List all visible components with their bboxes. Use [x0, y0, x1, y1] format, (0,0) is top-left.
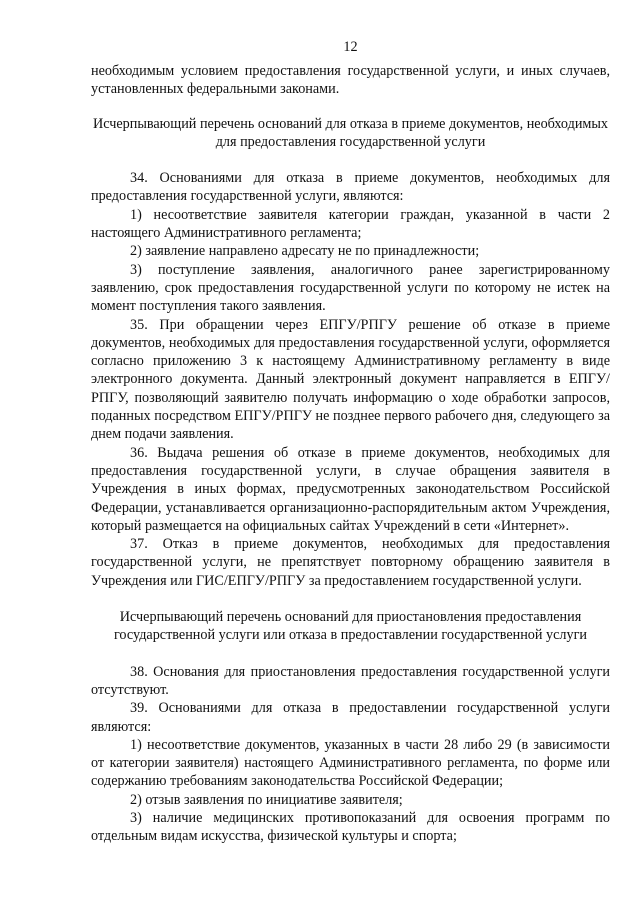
paragraph-34-item-3: 3) поступление заявления, аналогичного ранее зарегистрированному заявлению, срок предоставления государственной услуги по которому не истек на момент поступления такого заявления. [91, 261, 610, 315]
spacer [91, 151, 610, 169]
section-heading-suspension-refusal: Исчерпывающий перечень оснований для приостановления предоставления государственной услуги или отказа в предоставлении государственной услуги [113, 609, 588, 644]
paragraph-34-item-1: 1) несоответствие заявителя категории граждан, указанной в части 2 настоящего Административного регламента; [91, 206, 610, 242]
paragraph-37: 37. Отказ в приеме документов, необходимых для предоставления государственной услуги, не препятствует повторному обращению заявителя в Учреждения или ГИС/ЕПГУ/РПГУ за предоставлением государственной услуги. [91, 536, 610, 589]
page-number: 12 [343, 39, 358, 55]
continuation-paragraph: необходимым условием предоставления государственной услуги, и иных случаев, установленных федеральными законами. [91, 63, 610, 98]
paragraph-34: 34. Основаниями для отказа в приеме документов, необходимых для предоставления государственной услуги, являются: [91, 170, 610, 205]
section-heading-refusal-acceptance: Исчерпывающий перечень оснований для отказа в приеме документов, необходимых для предоставления государственной услуги [92, 115, 609, 150]
spacer [91, 590, 610, 608]
paragraph-39-item-2: 2) отзыв заявления по инициативе заявителя; [130, 791, 403, 808]
paragraph-35: 35. При обращении через ЕПГУ/РПГУ решение об отказе в приеме документов, необходимых для предоставления государственной услуги, оформляется согласно приложению 3 к настоящему Административному регламенту в виде электронного документа. Данный электронный документ направляется в ЕПГУ/РПГУ, позволяющий заявителю получать информацию о ходе обработки запросов, поданных посредством ЕПГУ/РПГУ не позднее первого рабочего дня, следующего за днем подачи заявления. [91, 316, 610, 443]
spacer [91, 99, 610, 115]
document-page [91, 38, 610, 846]
paragraph-36: 36. Выдача решения об отказе в приеме документов, необходимых для предоставления государственной услуги, в случае обращения заявителя в Учреждения в иных формах, предусмотренных законодательством Российской Федерации, устанавливается организационно-распорядительным актом Учреждения, который размещается на официальных сайтах Учреждений в сети «Интернет». [91, 444, 610, 534]
paragraph-38: 38. Основания для приостановления предоставления государственной услуги отсутствуют. [91, 663, 610, 698]
paragraph-39-item-3: 3) наличие медицинских противопоказаний для освоения программ по отдельным видам искусства, физической культуры и спорта; [91, 809, 610, 845]
paragraph-34-item-2: 2) заявление направлено адресату не по принадлежности; [130, 243, 480, 260]
spacer [91, 645, 610, 663]
paragraph-39: 39. Основаниями для отказа в предоставлении государственной услуги являются: [91, 700, 610, 735]
paragraph-39-item-1: 1) несоответствие документов, указанных в части 28 либо 29 (в зависимости от категории заявителя) настоящего Административного регламента, по форме или содержанию требованиям законодательства Российской Федерации; [91, 736, 610, 790]
